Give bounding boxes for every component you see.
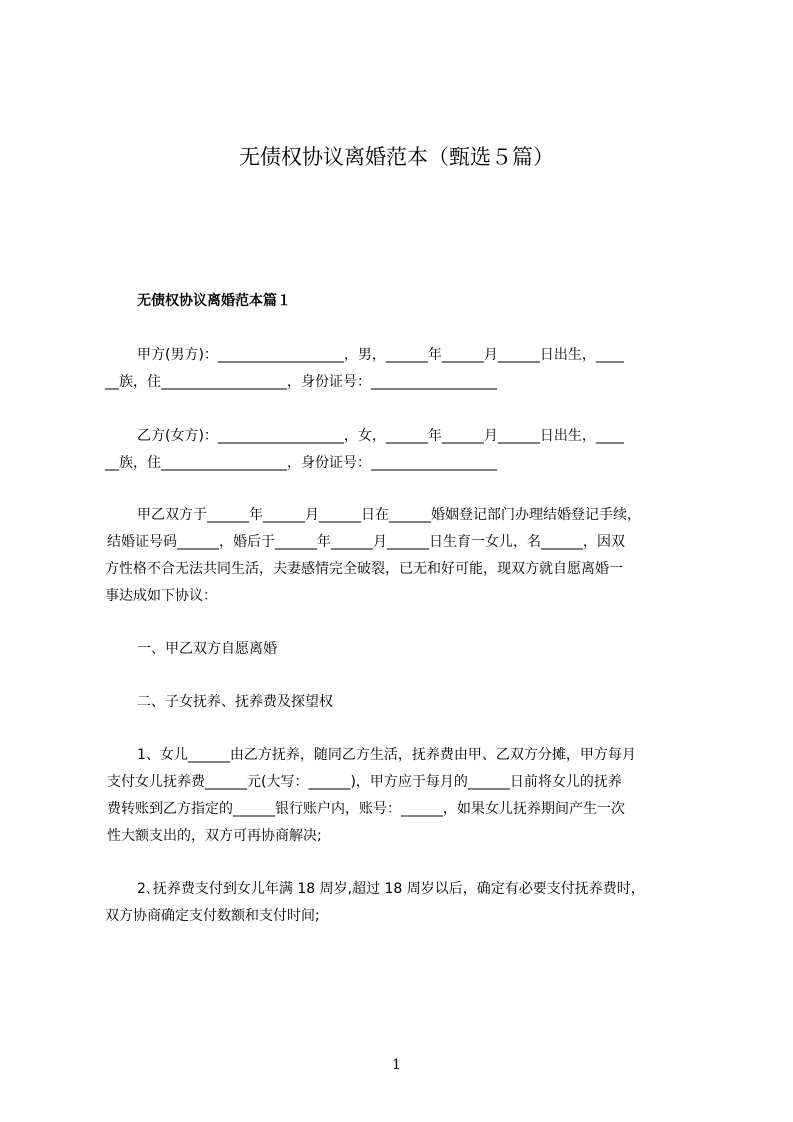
document-title: 无债权协议离婚范本（甄选５篇） bbox=[239, 145, 554, 169]
marriage-line-2: 结婚证号码______，婚后于______年______月______日生育一女儿，名______，因双 bbox=[107, 534, 625, 550]
subclause-1-line-3: 费转账到乙方指定的______银行账户内，账号：______，如果女儿抚养期间产生一次 bbox=[107, 801, 625, 817]
clause-1-heading: 一、甲乙双方自愿离婚 bbox=[137, 641, 277, 657]
marriage-line-4: 事达成如下协议： bbox=[105, 588, 217, 604]
subclause-1-line-2: 支付女儿抚养费______元(大写：______)，甲方应于每月的______日前将女儿的抚养 bbox=[107, 774, 622, 790]
section-heading: 无债权协议离婚范本篇１ bbox=[137, 293, 291, 309]
page-number: 1 bbox=[392, 1057, 401, 1073]
marriage-line-1: 甲乙双方于______年______月______日在______婚姻登记部门办理结婚登记手续， bbox=[137, 507, 641, 523]
clause-2-heading: 二、子女抚养、抚养费及探望权 bbox=[137, 694, 333, 710]
marriage-line-3: 方性格不合无法共同生活，夫妻感情完全破裂，已无和好可能，现双方就自愿离婚一 bbox=[105, 561, 623, 577]
subclause-2-line-2: 双方协商确定支付数额和支付时间; bbox=[105, 908, 320, 924]
party-b-line-2: __族，住__________________，身份证号：__________________ bbox=[105, 455, 497, 471]
subclause-1-line-1: 1、女儿______由乙方抚养，随同乙方生活，抚养费由甲、乙双方分摊，甲方每月 bbox=[137, 747, 636, 763]
subclause-1-line-4: 性大额支出的，双方可再协商解决; bbox=[107, 828, 322, 844]
party-b-line-1: 乙方(女方)：__________________，女，______年______月______日出生，____ bbox=[137, 428, 624, 444]
party-a-line-2: __族，住__________________，身份证号：__________________ bbox=[105, 374, 497, 390]
subclause-2-line-1: 2､抚养费支付到女儿年满 18 周岁,超过 18 周岁以后，确定有必要支付抚养费时， bbox=[137, 881, 645, 897]
party-a-line-1: 甲方(男方)：__________________，男，______年______月______日出生，____ bbox=[137, 347, 624, 363]
